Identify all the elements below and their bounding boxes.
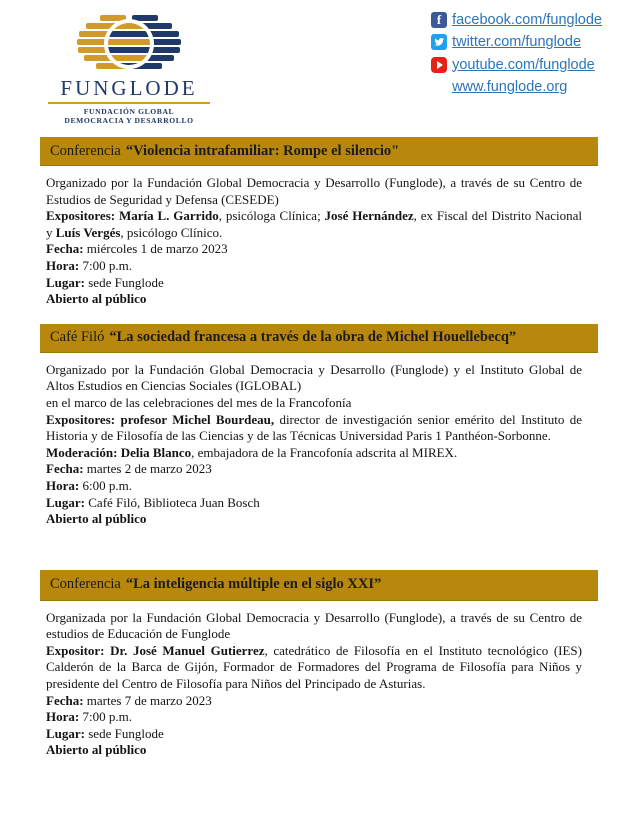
event-paragraph: Lugar: sede Funglode xyxy=(46,725,164,741)
event-title: “Violencia intrafamiliar: Rompe el silencio" xyxy=(125,142,400,159)
twitter-icon xyxy=(431,34,447,50)
event-section xyxy=(40,570,598,765)
event-paragraph: Expositores: profesor Michel Bourdeau, director de investigación senior emérito del Instituto de Historia y de Filosofía de las Ciencias y de las Técnicas Universidad Paris 1 Panthéon-Sorbonne. xyxy=(46,411,582,444)
website-link[interactable]: www.funglode.org xyxy=(452,79,568,95)
event-type-label: Café Filó xyxy=(50,329,105,346)
event-paragraph: en el marco de las celebraciones del mes de la Francofonía xyxy=(46,394,352,410)
logo-subtitle-line2: DEMOCRACIA Y DESARROLLO xyxy=(64,116,194,125)
social-row-youtube xyxy=(431,55,602,74)
event-details xyxy=(40,601,598,765)
youtube-icon xyxy=(431,57,447,73)
event-paragraph: Fecha: miércoles 1 de marzo 2023 xyxy=(46,241,228,257)
event-paragraph: Hora: 7:00 p.m. xyxy=(46,709,132,725)
logo-subtitle xyxy=(40,107,218,125)
event-paragraph: Organizado por la Fundación Global Democracia y Desarrollo (Funglode), a través de su Centro de Estudios de Seguridad y Defensa (CESEDE) xyxy=(46,175,582,207)
funglode-logo xyxy=(40,12,218,125)
event-paragraph: Hora: 6:00 p.m. xyxy=(46,477,132,493)
header xyxy=(0,0,620,125)
event-paragraph: Lugar: sede Funglode xyxy=(46,274,164,290)
event-paragraph: Expositor: Dr. José Manuel Gutierrez, catedrático de Filosofía en el Instituto tecnológico (IES) Calderón de la Barca de Gijón, Formador de Formadores del Programa de Filosofía para Niños y presidente del Centro de Filosofía para Niños del Principado de Asturias. xyxy=(46,642,582,692)
logo-divider xyxy=(48,102,210,104)
facebook-icon: f xyxy=(431,12,447,28)
events-list xyxy=(0,137,620,765)
event-title: “La sociedad francesa a través de la obra de Michel Houellebecq” xyxy=(109,329,517,346)
facebook-link[interactable]: facebook.com/funglode xyxy=(452,11,602,28)
event-paragraph: Hora: 7:00 p.m. xyxy=(46,257,132,273)
icon-spacer xyxy=(431,79,447,95)
event-paragraph: Abierto al público xyxy=(46,291,147,307)
event-section xyxy=(40,137,598,314)
event-paragraph: Expositores: María L. Garrido, psicóloga Clínica; José Hernández, ex Fiscal del Distrito Nacional y Luís Vergés, psicólogo Clínico. xyxy=(46,208,583,240)
logo-wordmark: FUNGLODE xyxy=(60,76,198,100)
event-details xyxy=(40,353,598,534)
event-paragraph: Abierto al público xyxy=(46,742,147,758)
social-links xyxy=(431,10,602,100)
event-paragraph: Fecha: martes 2 de marzo 2023 xyxy=(46,461,212,477)
social-row-facebook xyxy=(431,10,602,29)
event-details xyxy=(40,166,598,314)
logo-subtitle-line1: FUNDACIÓN GLOBAL xyxy=(83,107,175,116)
event-header-bar xyxy=(40,570,598,601)
event-type-label: Conferencia xyxy=(50,142,121,159)
social-row-twitter xyxy=(431,33,602,52)
event-paragraph: Lugar: Café Filó, Biblioteca Juan Bosch xyxy=(46,494,260,510)
event-section xyxy=(40,324,598,534)
event-header-bar xyxy=(40,324,598,353)
event-paragraph: Organizado por la Fundación Global Democracia y Desarrollo (Funglode) y el Instituto Global de Altos Estudios en Ciencias Sociales (IGLOBAL) xyxy=(46,361,582,394)
social-row-website xyxy=(431,78,602,97)
event-title: “La inteligencia múltiple en el siglo XXI” xyxy=(125,576,382,593)
youtube-link[interactable]: youtube.com/funglode xyxy=(452,56,595,73)
event-paragraph: Fecha: martes 7 de marzo 2023 xyxy=(46,692,212,708)
event-header-bar xyxy=(40,137,598,166)
twitter-link[interactable]: twitter.com/funglode xyxy=(452,34,582,50)
event-paragraph: Abierto al público xyxy=(46,511,147,527)
globe-logo-icon xyxy=(69,12,189,76)
event-paragraph: Organizada por la Fundación Global Democracia y Desarrollo (Funglode), a través de su Centro de estudios de Educación de Funglode xyxy=(46,609,582,642)
event-type-label: Conferencia xyxy=(50,576,121,593)
event-paragraph: Moderación: Delia Blanco, embajadora de la Francofonía adscrita al MIREX. xyxy=(46,444,458,460)
